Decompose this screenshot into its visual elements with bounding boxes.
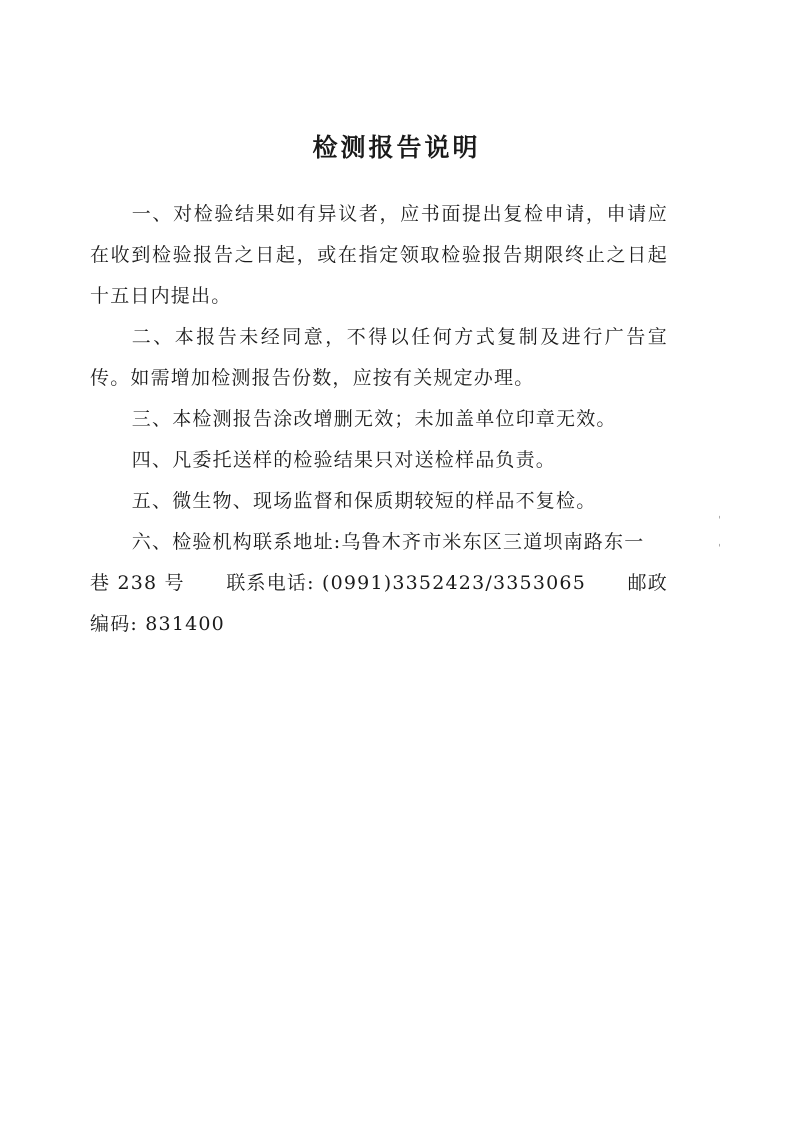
contact-phone: 联系电话: (0991)3352423/3353065 — [226, 572, 586, 594]
paragraph-sample-responsibility: 四、凡委托送样的检验结果只对送检样品负责。 — [131, 449, 556, 471]
postal-code: 编码: 831400 — [90, 613, 225, 635]
paragraph-objection: 一、对检验结果如有异议者，应书面提出复检申请，申请应在收到检验报告之日起，或在指定领取检验报告期限终止之日起十五日内提出。 — [90, 203, 668, 307]
paragraph-alteration: 三、本检测报告涂改增删无效；未加盖单位印章无效。 — [131, 408, 617, 430]
document-body — [90, 194, 668, 645]
address-tail: 巷 238 号 — [90, 572, 185, 594]
postal-label: 邮政 — [627, 572, 668, 594]
paragraph-contact-address: 六、检验机构联系地址:乌鲁木齐市米东区三道坝南路东一 — [131, 531, 645, 553]
paragraph-no-recheck: 五、微生物、现场监督和保质期较短的样品不复检。 — [131, 490, 597, 512]
document-title: 检测报告说明 — [312, 133, 481, 162]
paragraph-copyright: 二、本报告未经同意，不得以任何方式复制及进行广告宣传。如需增加检测报告份数，应按有关规定办理。 — [90, 326, 668, 389]
margin-scan-marks: ˌ ˌ — [718, 507, 722, 548]
contact-line — [90, 563, 668, 604]
